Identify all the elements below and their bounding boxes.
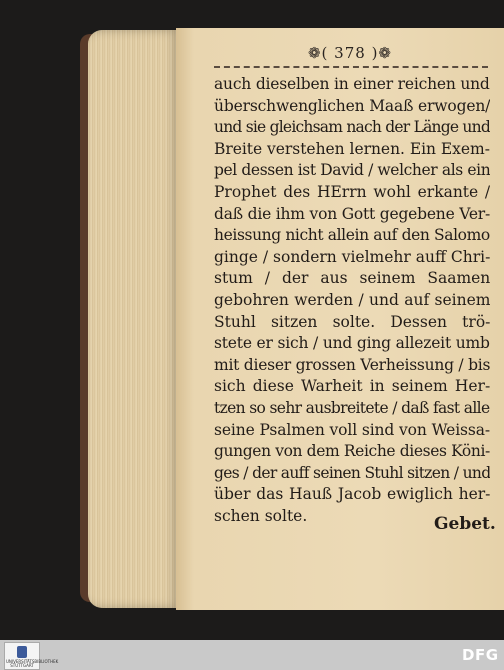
text-line: schen solte. <box>214 506 308 525</box>
text-line: Breite verstehen lernen. Ein Exem- <box>214 139 490 158</box>
text-line: daß die ihm von Gott gegebene Ver- <box>214 204 490 223</box>
library-emblem-icon <box>17 646 27 658</box>
catchword: Gebet. <box>434 514 496 534</box>
body-text <box>214 74 490 527</box>
text-line: ges / der auff seinen Stuhl sitzen / und <box>214 463 490 482</box>
text-line: über das Hauß Jacob ewiglich her- <box>214 485 490 504</box>
text-line: gebohren werden / und auf seinem <box>214 290 490 309</box>
text-line: pel dessen ist David / welcher als ein <box>214 161 490 180</box>
text-line: tzen so sehr ausbreitete / daß fast alle <box>214 398 490 417</box>
dfg-logo[interactable]: DFG <box>462 646 499 664</box>
text-line: heissung nicht allein auf den Salomo <box>214 226 490 245</box>
page-number-header: ❁( 378 )❁ <box>307 44 392 62</box>
viewer-footer <box>0 640 504 670</box>
text-line: seine Psalmen voll sind von Weissa- <box>214 420 490 439</box>
header-rule <box>214 66 488 68</box>
text-line: stete er sich / und ging allezeit umb <box>214 334 490 353</box>
text-line: Prophet des HErrn wohl erkante / <box>214 182 490 201</box>
library-logo[interactable] <box>4 642 59 670</box>
text-line: überschwenglichen Maaß erwogen/ <box>214 96 490 115</box>
text-line: ginge / sondern vielmehr auff Chri- <box>214 247 490 266</box>
text-line: gungen von dem Reiche dieses Köni- <box>214 442 490 461</box>
library-logo-text: UNIVERSITÄTSBIBLIOTHEK <box>6 659 59 664</box>
text-line: Stuhl sitzen solte. Dessen trö- <box>214 312 490 331</box>
text-line: auch dieselben in einer reichen und <box>214 75 490 93</box>
text-line: mit dieser grossen Verheissung / bis <box>214 355 490 374</box>
page-stack-edge <box>88 30 180 608</box>
text-line: und sie gleichsam nach der Länge und <box>214 118 490 137</box>
library-logo-text: STUTTGART <box>10 663 34 668</box>
text-line: sich diese Warheit in seinem Her- <box>214 377 490 396</box>
text-line: stum / der aus seinem Saamen <box>214 269 490 288</box>
